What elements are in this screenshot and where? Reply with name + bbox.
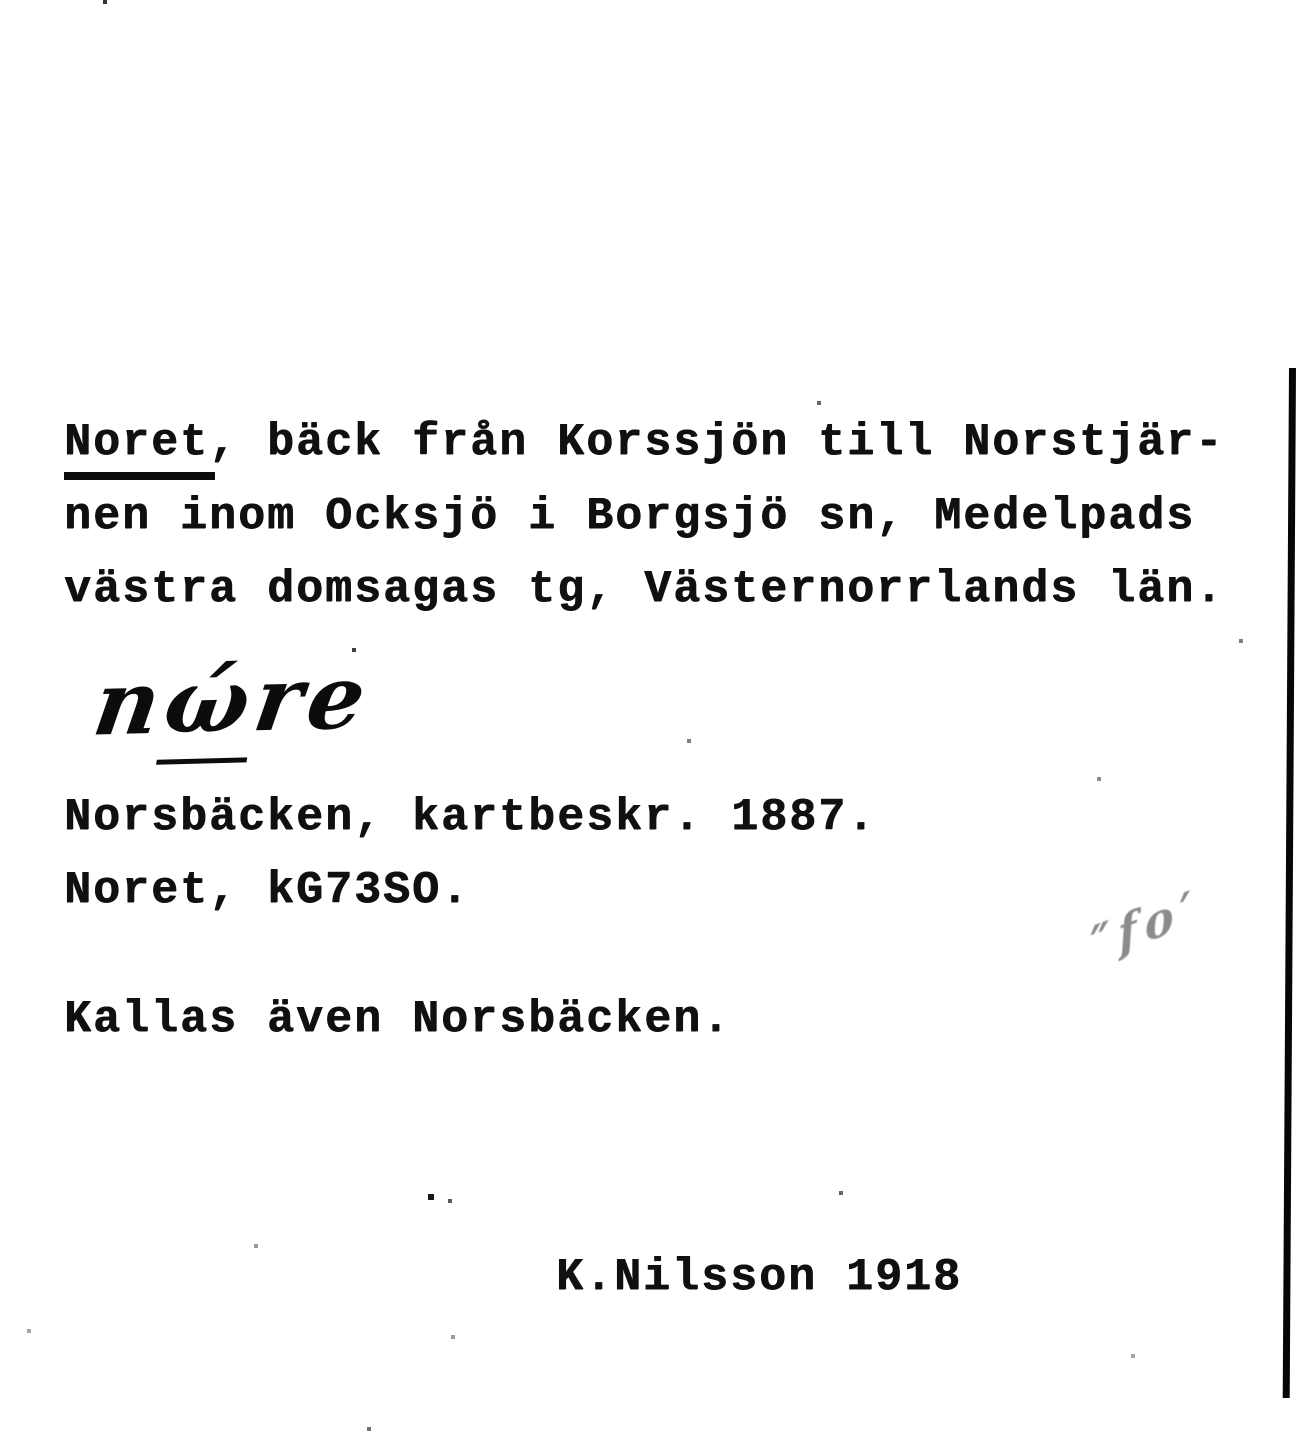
- card-edge-line: [1283, 368, 1296, 1398]
- reference-line-2: Noret, kG73SO.: [64, 865, 471, 916]
- scan-noise-specks: [0, 0, 2, 2]
- entry-line-2: nen inom Ocksjö i Borgsjö sn, Medelpads: [64, 491, 1196, 542]
- handwritten-note-accented-letter: ώ: [156, 647, 263, 764]
- entry-line-1: [64, 417, 1224, 480]
- signature-line: K.Nilsson 1918: [556, 1252, 963, 1303]
- entry-line-1-rest: , bäck från Korssjön till Norstjär-: [209, 417, 1225, 468]
- handwritten-note-pre: n: [87, 649, 174, 756]
- handwritten-note-post: re: [247, 644, 379, 752]
- handwritten-dialect-note: [86, 644, 379, 766]
- pencil-annotation: ″fo′: [1088, 877, 1203, 973]
- reference-line-1: Norsbäcken, kartbeskr. 1887.: [64, 792, 877, 843]
- also-called-line: Kallas även Norsbäcken.: [64, 994, 732, 1045]
- headword-underlined: Noret: [64, 417, 215, 480]
- entry-line-3: västra domsagas tg, Västernorrlands län.: [64, 564, 1225, 615]
